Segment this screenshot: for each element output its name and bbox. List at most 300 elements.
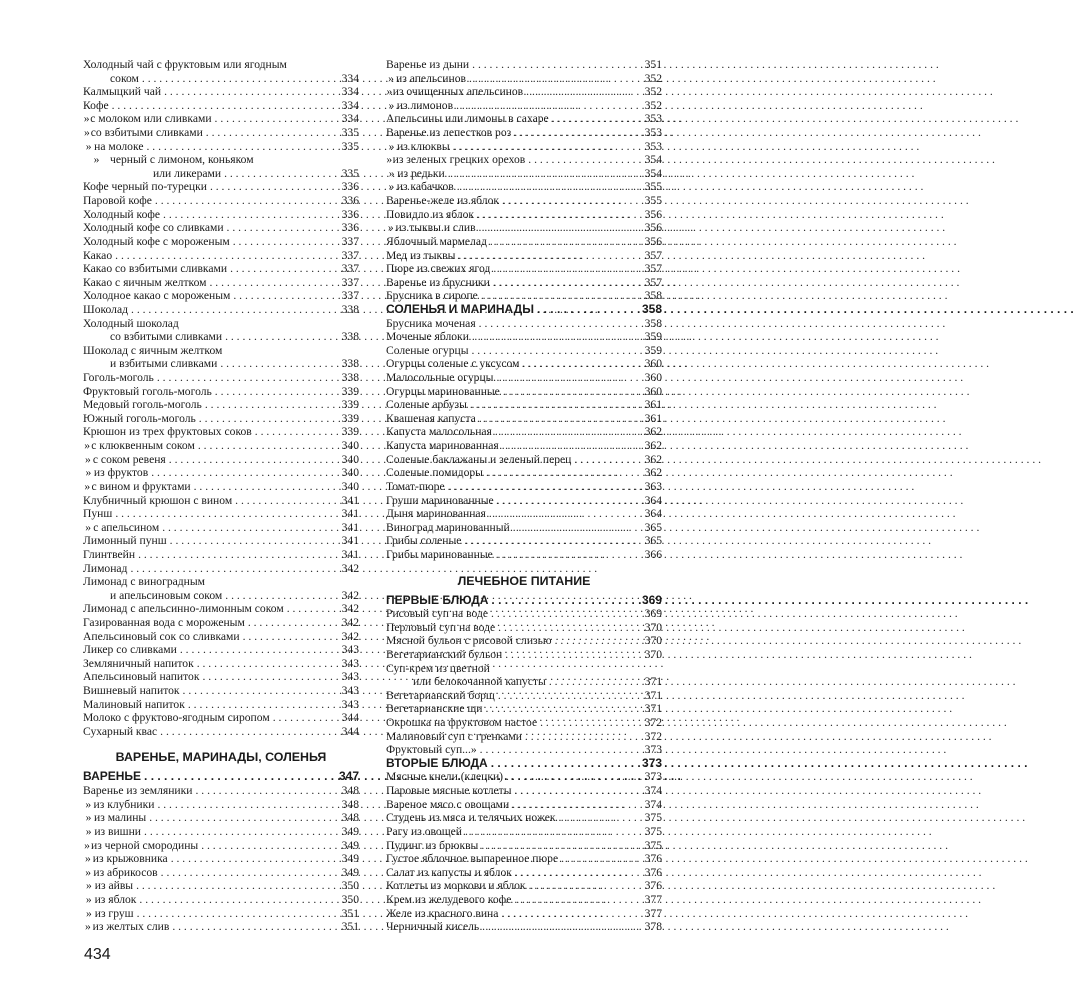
entry-page-number: 351	[341, 920, 359, 934]
entry-title: из клубники	[93, 797, 155, 811]
entry-page-number: 362	[644, 452, 662, 466]
entry-page-number: 344	[341, 724, 359, 738]
entry-page-number: 355	[644, 180, 662, 194]
entry-page-number: 359	[644, 343, 662, 357]
entry-page-number: 347	[338, 769, 359, 784]
entry-page-number: 350	[341, 892, 359, 906]
entry-title: Пунш	[83, 507, 113, 521]
entry-title: из лимонов	[396, 98, 454, 112]
entry-page-number: 375	[644, 838, 662, 852]
entry-title: Паровые мясные котлеты	[386, 784, 512, 798]
entry-title: Вареное мясо с овощами	[386, 797, 510, 811]
index-column-left	[83, 58, 359, 934]
dot-leader	[528, 153, 642, 167]
entry-title: Лимонад	[83, 561, 128, 575]
index-entry	[83, 893, 359, 907]
entry-page-number: 343	[341, 670, 359, 684]
entry-page-number: 378	[644, 920, 662, 934]
entry-title: Соленые баклажаны и зеленый перец	[386, 452, 572, 466]
dot-leader	[287, 602, 340, 616]
dot-leader	[522, 357, 642, 371]
entry-page-number: 356	[644, 207, 662, 221]
index-entry	[83, 811, 359, 825]
entry-title: Пюре из свежих ягод	[386, 262, 491, 276]
dot-leader	[171, 852, 340, 866]
entry-page-number: 376	[644, 879, 662, 893]
index-entry	[386, 689, 662, 703]
entry-page-number: 351	[341, 906, 359, 920]
dot-leader	[138, 548, 340, 562]
dot-leader	[497, 494, 643, 508]
entry-page-number: 369	[641, 592, 662, 607]
dot-leader	[172, 920, 339, 934]
entry-page-number: 375	[644, 811, 662, 825]
entry-page-number: 352	[644, 85, 662, 99]
entry-title: Груши маринованные	[386, 493, 494, 507]
entry-title: Варенье из земляники	[83, 784, 193, 798]
entry-page-number: 374	[644, 797, 662, 811]
entry-title: с апельсином	[93, 520, 160, 534]
dot-leader	[456, 99, 643, 113]
entry-title: Густое яблочное выпаренное пюре	[386, 852, 559, 866]
entry-page-number: 348	[341, 797, 359, 811]
entry-title: Лимонный пунш	[83, 534, 167, 548]
index-entry	[83, 602, 359, 616]
index-entry	[83, 589, 359, 603]
index-entry	[83, 235, 359, 249]
entry-page-number: 360	[644, 357, 662, 371]
index-entry	[83, 798, 359, 812]
entry-title: Черничный кисель	[386, 920, 480, 934]
dot-leader	[486, 702, 643, 716]
entry-title: Глинтвейн	[83, 547, 136, 561]
entry-page-number: 342	[341, 629, 359, 643]
index-entry	[83, 711, 359, 725]
entry-page-number: 334	[341, 85, 359, 99]
index-entry	[83, 907, 359, 921]
entry-page-number: 338	[341, 330, 359, 344]
entry-page-number: 353	[644, 139, 662, 153]
entry-page-number: 341	[341, 534, 359, 548]
dot-leader	[457, 180, 643, 194]
dot-leader	[144, 825, 340, 839]
entry-title: СОЛЕНЬЯ И МАРИНАДЫ	[386, 301, 534, 316]
index-entry	[386, 920, 662, 934]
entry-page-number: 354	[644, 153, 662, 167]
dot-leader	[188, 698, 340, 712]
index-entry	[83, 398, 359, 412]
index-entry	[386, 825, 662, 839]
ditto-mark: »	[85, 865, 92, 879]
dot-leader	[472, 330, 643, 344]
dot-leader	[464, 534, 642, 548]
dot-leader	[496, 371, 642, 385]
dot-leader	[142, 72, 340, 86]
entry-page-number: 349	[341, 838, 359, 852]
dot-leader	[209, 276, 339, 290]
index-entry	[386, 480, 662, 494]
entry-title: Паровой кофе	[83, 194, 152, 208]
index-entry	[386, 385, 662, 399]
entry-page-number: 342	[341, 588, 359, 602]
index-entry	[386, 730, 662, 744]
entry-page-number: 341	[341, 520, 359, 534]
entry-title: из яблок	[94, 892, 137, 906]
entry-page-number: 343	[341, 697, 359, 711]
entry-page-number: 376	[644, 852, 662, 866]
entry-page-number: 364	[644, 493, 662, 507]
entry-title: черный с лимоном, коньяком	[110, 153, 254, 167]
entry-page-number: 373	[644, 743, 662, 757]
dot-leader	[491, 757, 640, 771]
index-entry	[386, 85, 662, 99]
index-entry	[83, 725, 359, 739]
entry-page-number: 355	[644, 194, 662, 208]
index-entry	[386, 743, 662, 757]
dot-leader	[194, 480, 340, 494]
index-entry	[386, 357, 662, 371]
entry-title: Лимонад с виноградным	[83, 575, 206, 589]
entry-title: Дыня маринованная	[386, 507, 486, 521]
entry-page-number: 340	[341, 452, 359, 466]
entry-title: из фруктов	[93, 466, 149, 480]
entry-page-number: 372	[644, 716, 662, 730]
ditto-mark: »	[84, 852, 91, 866]
index-entry	[83, 371, 359, 385]
dot-leader	[496, 548, 643, 562]
index-entry	[386, 879, 662, 893]
index-entry	[386, 276, 662, 290]
entry-page-number: 370	[644, 634, 662, 648]
entry-title: Вегетарианские щи	[386, 702, 483, 716]
entry-page-number: 349	[341, 852, 359, 866]
entry-page-number: 335	[341, 139, 359, 153]
entry-title: Огурцы соленые с уксусом	[386, 357, 520, 371]
index-entry	[386, 852, 662, 866]
entry-title: Желе из красного вина	[386, 906, 499, 920]
dot-leader	[491, 607, 643, 621]
index-entry	[386, 466, 662, 480]
entry-page-number: 373	[644, 770, 662, 784]
entry-page-number: 357	[644, 262, 662, 276]
index-entry	[83, 480, 359, 494]
entry-title: Мясные кнели (клецки)	[386, 770, 504, 784]
index-entry	[83, 920, 359, 934]
ditto-mark: »	[85, 452, 91, 466]
ditto-mark: »	[386, 85, 393, 99]
entry-page-number: 352	[644, 71, 662, 85]
dot-leader	[490, 235, 643, 249]
dot-leader	[506, 770, 643, 784]
dot-leader	[139, 893, 339, 907]
entry-title: из груш	[94, 906, 134, 920]
index-entry	[83, 126, 359, 140]
entry-page-number: 337	[341, 275, 359, 289]
entry-title: Мясной бульон с рисовой слизью	[386, 634, 552, 648]
dot-leader	[470, 398, 643, 412]
dot-leader	[549, 675, 643, 689]
entry-title: Вегетарианский бульон	[386, 647, 503, 661]
dot-leader	[160, 725, 339, 739]
entry-title: Вишневый напиток	[83, 684, 180, 698]
entry-title: Окрошка на фруктовом настое	[386, 716, 538, 730]
entry-page-number: 351	[644, 58, 662, 71]
dot-leader	[448, 480, 643, 494]
dot-leader	[170, 534, 340, 548]
dot-leader	[205, 398, 340, 412]
entry-page-number: 366	[644, 547, 662, 561]
dot-leader	[448, 167, 643, 181]
entry-page-number: 359	[644, 330, 662, 344]
index-entry	[386, 675, 662, 689]
entry-page-number: 373	[641, 755, 662, 770]
ditto-mark: »	[85, 466, 92, 480]
dot-leader	[224, 167, 340, 181]
entry-page-number: 339	[341, 398, 359, 412]
entry-title: Крем из желудевого кофе	[386, 892, 512, 906]
dot-leader	[482, 920, 642, 934]
dot-leader	[479, 412, 643, 426]
entry-page-number: 352	[644, 98, 662, 112]
entry-page-number: 343	[341, 643, 359, 657]
entry-title: Шоколад	[83, 302, 129, 316]
entry-title: Капуста малосольная	[386, 425, 492, 439]
dot-leader	[558, 811, 642, 825]
entry-page-number: 365	[644, 520, 662, 534]
dot-leader	[525, 730, 643, 744]
index-entry	[83, 249, 359, 263]
index-entry	[83, 657, 359, 671]
dot-leader	[480, 743, 643, 757]
entry-title: ВТОРЫЕ БЛЮДА	[386, 755, 488, 770]
entry-title: Моченые яблоки	[386, 330, 469, 344]
dot-leader	[195, 784, 339, 798]
entry-title: со взбитыми сливками	[110, 330, 223, 344]
dot-leader	[453, 140, 643, 154]
dot-leader	[540, 716, 642, 730]
entry-title: или ликерами	[153, 166, 222, 180]
ditto-mark: »	[85, 139, 92, 153]
dot-leader	[233, 289, 339, 303]
index-entry	[83, 575, 359, 589]
entry-page-number: 342	[341, 602, 359, 616]
dot-leader	[513, 521, 643, 535]
index-entry	[83, 425, 359, 439]
entry-title: Соленые огурцы	[386, 343, 469, 357]
dot-leader	[472, 58, 642, 72]
index-entry	[386, 893, 662, 907]
dot-leader	[201, 839, 339, 853]
dot-leader	[227, 221, 340, 235]
dot-leader	[529, 879, 643, 893]
entry-title: Рагу из овощей	[386, 824, 462, 838]
index-entry	[83, 784, 359, 798]
entry-page-number: 375	[644, 824, 662, 838]
index-entry	[386, 371, 662, 385]
index-entry	[386, 621, 662, 635]
entry-title: Земляничный напиток	[83, 656, 194, 670]
dot-leader	[144, 770, 337, 784]
entry-title: с клюквенным соком	[91, 439, 195, 453]
index-entry	[83, 670, 359, 684]
entry-title: из зеленых грецких орехов	[392, 153, 526, 167]
index-entry	[386, 839, 662, 853]
entry-page-number: 377	[644, 906, 662, 920]
entry-page-number: 338	[341, 371, 359, 385]
dot-leader	[157, 371, 340, 385]
entry-title: Фруктовый гоголь-моголь	[83, 384, 212, 398]
index-entry	[83, 99, 359, 113]
dot-leader	[481, 289, 643, 303]
index-entry	[386, 866, 662, 880]
entry-page-number: 371	[644, 675, 662, 689]
entry-title: Холодное какао с мороженым	[83, 289, 231, 303]
entry-title: Салат из капусты и яблок	[386, 865, 512, 879]
index-column-right	[386, 58, 662, 934]
entry-title: Перловый суп на воде	[386, 620, 496, 634]
entry-page-number: 360	[644, 371, 662, 385]
dot-leader	[255, 425, 340, 439]
entry-page-number: 349	[341, 865, 359, 879]
entry-page-number: 358	[641, 301, 662, 316]
entry-title: с молоком или сливками	[90, 112, 212, 126]
entry-page-number: 376	[644, 865, 662, 879]
entry-title: и взбитыми сливками	[110, 357, 218, 371]
entry-page-number: 335	[341, 126, 359, 140]
entry-title: из тыквы и слив	[395, 221, 476, 235]
index-entry	[83, 194, 359, 208]
index-entry	[83, 357, 359, 371]
entry-page-number: 340	[341, 479, 359, 493]
index-entry	[386, 439, 662, 453]
ditto-mark: »	[84, 439, 90, 453]
dot-leader	[206, 126, 340, 140]
index-entry	[83, 616, 359, 630]
entry-page-number: 356	[644, 234, 662, 248]
entry-page-number: 340	[341, 466, 359, 480]
page-number: 434	[84, 946, 111, 963]
entry-title: Мед из тыквы	[386, 248, 456, 262]
index-entry	[386, 72, 662, 86]
entry-page-number: 362	[644, 425, 662, 439]
dot-leader	[493, 262, 642, 276]
entry-title: из айвы	[94, 879, 134, 893]
dot-leader	[243, 630, 340, 644]
entry-page-number: 348	[341, 784, 359, 798]
index-entry	[386, 99, 662, 113]
dot-leader	[202, 670, 339, 684]
index-entry	[386, 648, 662, 662]
dot-leader	[469, 72, 643, 86]
dot-leader	[161, 866, 340, 880]
index-entry	[386, 289, 662, 303]
ditto-mark: »	[388, 166, 395, 180]
dot-leader	[183, 684, 340, 698]
entry-title: Апельсиновый сок со сливками	[83, 629, 240, 643]
dot-leader	[458, 249, 642, 263]
entry-title: Варенье из брусники	[386, 275, 490, 289]
entry-title: Фруктовый суп...»	[386, 743, 477, 757]
dot-leader	[115, 507, 339, 521]
index-entry	[386, 425, 662, 439]
entry-title: Газированная вода с мороженым	[83, 615, 245, 629]
entry-page-number: 372	[644, 729, 662, 743]
entry-page-number: 354	[644, 166, 662, 180]
entry-page-number: 363	[644, 479, 662, 493]
entry-page-number: 371	[644, 702, 662, 716]
ditto-mark: »	[85, 892, 92, 906]
entry-title: Повидло из яблок	[386, 207, 475, 221]
entry-title: из желтых слив	[92, 920, 170, 934]
index-entry	[83, 825, 359, 839]
entry-title: из клюквы	[396, 139, 450, 153]
entry-page-number: 337	[341, 248, 359, 262]
dot-leader	[501, 907, 642, 921]
index-entry	[386, 907, 662, 921]
dot-leader	[552, 112, 643, 126]
index-entry	[83, 521, 359, 535]
entry-title: Суп-крем из цветной	[386, 661, 490, 675]
entry-title: из кабачков	[396, 180, 454, 194]
entry-page-number: 336	[341, 194, 359, 208]
index-entry	[386, 180, 662, 194]
index-entry	[386, 494, 662, 508]
entry-page-number: 362	[644, 466, 662, 480]
entry-page-number: 342	[341, 561, 359, 575]
index-entry	[386, 262, 662, 276]
entry-title: Апельсиновый напиток	[83, 670, 200, 684]
entry-title: Кофе черный по-турецки	[83, 180, 207, 194]
entry-title: соком	[110, 71, 139, 85]
entry-title: из крыжовника	[92, 852, 168, 866]
dot-leader	[472, 344, 643, 358]
entry-page-number: 341	[341, 507, 359, 521]
entry-title: и апельсиновым соком	[110, 588, 223, 602]
index-entry	[83, 58, 359, 72]
index-entry	[386, 770, 662, 784]
dot-leader	[555, 634, 643, 648]
index-entry	[83, 85, 359, 99]
dot-leader	[164, 85, 340, 99]
dot-leader	[479, 221, 643, 235]
index-entry	[83, 879, 359, 893]
dot-leader	[169, 453, 340, 467]
index-entry	[386, 548, 662, 562]
dot-leader	[503, 385, 643, 399]
entry-title: Гоголь-моголь	[83, 371, 154, 385]
entry-page-number: 356	[644, 221, 662, 235]
index-entry	[83, 221, 359, 235]
dot-leader	[163, 208, 340, 222]
index-entry	[83, 439, 359, 453]
entry-title: Крюшон из трех фруктовых соков	[83, 425, 252, 439]
dot-leader	[502, 194, 643, 208]
dot-leader	[136, 879, 340, 893]
entry-title: Шоколад с яичным желтком	[83, 343, 223, 357]
dot-leader	[505, 648, 642, 662]
entry-title: Грибы соленые	[386, 534, 462, 548]
index-entry	[83, 140, 359, 154]
dot-leader	[465, 825, 643, 839]
entry-page-number: 339	[341, 411, 359, 425]
dot-leader	[477, 208, 643, 222]
entry-title: Холодный кофе со сливками	[83, 221, 224, 235]
dot-leader	[273, 711, 340, 725]
dot-leader	[515, 866, 643, 880]
dot-leader	[225, 589, 339, 603]
entry-title: с соком ревеня	[92, 452, 166, 466]
entry-page-number: 350	[341, 879, 359, 893]
